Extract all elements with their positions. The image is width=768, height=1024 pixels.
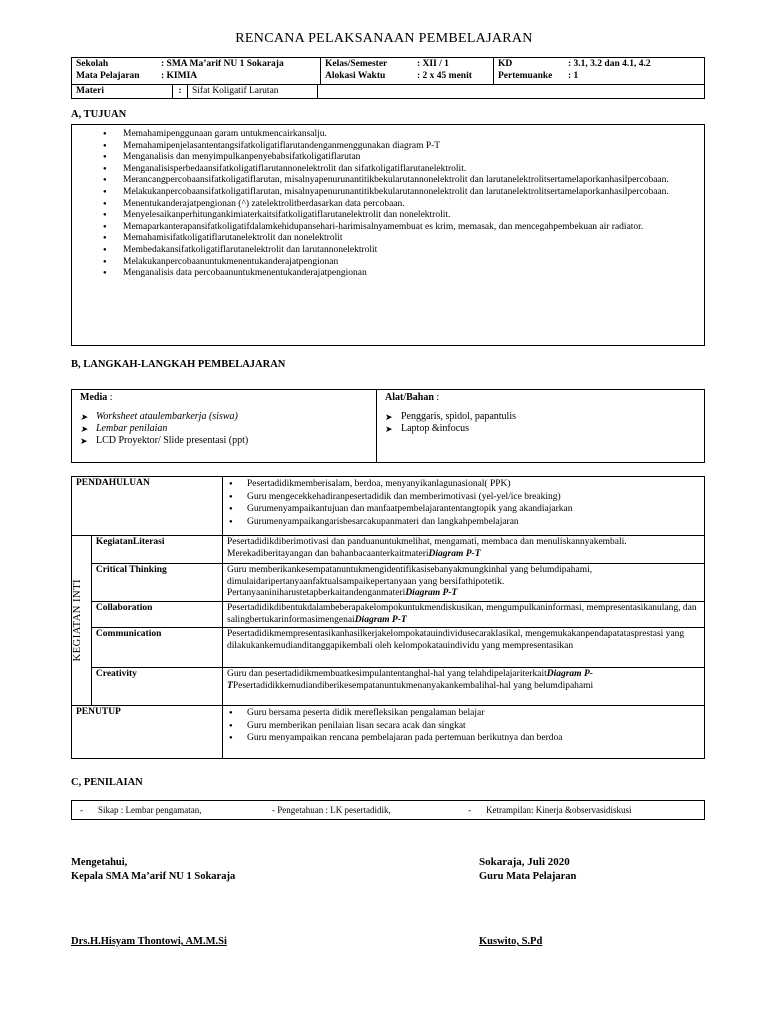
inti-name-0: KegiatanLiterasi (91, 536, 222, 564)
goal-item: ● Menganalisis dan menyimpulkanpenyebabsifatkoligatiflarutan (72, 152, 704, 164)
penutup-row (72, 706, 705, 759)
activities-table (71, 476, 705, 759)
section-c-heading: C, PENILAIAN (71, 777, 143, 788)
page-title: RENCANA PELAKSANAAN PEMBELAJARAN (235, 31, 533, 46)
inti-text-2 (223, 602, 705, 628)
penutup-list (225, 707, 702, 745)
kepala-title: Kepala SMA Ma’arif NU 1 Sokaraja (71, 871, 236, 882)
media-title: Media (80, 392, 108, 403)
materi-separator: : (173, 85, 188, 98)
penilaian-ketrampilan: Ketrampilan: Kinerja &observasidiskusi (486, 805, 632, 815)
class-cell (321, 58, 494, 85)
alat-list (385, 411, 696, 435)
penutup-item: ● Guru menyampaikan rencana pembelajaran pada pertemuan berikutnya dan berdoa (225, 732, 702, 745)
media-panel: Media : ➤ Worksheet ataulembarkerja (siswa) ➤ Lembar penilaian ➤ LCD Proyektor/ Slide presentasi (ppt) (72, 390, 377, 462)
kelas-label: Kelas/Semester (325, 59, 388, 69)
pertemuan-label: Pertemuanke (498, 71, 553, 81)
materi-row (72, 85, 705, 99)
inti-text-1 (223, 564, 705, 602)
penilaian-box (71, 800, 705, 820)
inti-name-1: Critical Thinking (91, 564, 222, 602)
goal-item: ● Menganalisis data percobaanuntukmenentukanderajatpengionan (72, 268, 704, 280)
materi-value: Sifat Koligatif Larutan (188, 85, 318, 98)
media-box (71, 389, 705, 463)
inti-text-4-body: Guru dan pesertadidikmembuatkesimpulantentanghal-hal yang telahdipelajariterkait (227, 669, 547, 679)
penilaian-pengetahuan: - Pengetahuan : LK pesertadidik, (272, 805, 391, 815)
goal-item: ● Memaparkanterapansifatkoligatifdalamkehidupansehari-harimisalnyamembuat es krim, memasak, dan mencegahpembekuan air radiator. (72, 222, 704, 234)
media-list (80, 411, 368, 447)
media-item: ➤ Worksheet ataulembarkerja (siswa) (80, 411, 368, 423)
inti-text-4-body2: Pesertadidikkemudiandiberikesempatanuntukmenanyakankembalihal-hal yang belumdipahami (232, 680, 594, 691)
goal-item: ● Menyelesaikanperhitungankimiaterkaitsifatkoligatiflarutanelektrolit dan nonelektrolit. (72, 210, 704, 222)
kd-label: KD (498, 59, 513, 69)
mengetahui-text: Mengetahui, (71, 857, 128, 868)
inti-em-4: Diagram P-T (227, 669, 593, 691)
inti-row-0 (72, 536, 705, 564)
goal-item: ● Merancangpercobaansifatkoligatiflarutan, misalnyapenurunantitikbekularutannonelektrolit dan larutanelektrolitsertamelaporkanhasilpercobaan. (72, 175, 704, 187)
pertemuan-value: : 1 (568, 71, 579, 81)
inti-text-0-body: Pesertadidikdiberimotivasi dan panduanuntukmelihat, mengamati, membaca dan menuliskannyakembali. Merekadiberitayangan dan bahanbacaanterkaitmateri (227, 537, 627, 559)
alat-title: Alat/Bahan (385, 392, 434, 403)
inti-row-4 (72, 668, 705, 706)
goal-item: ● Memahamipenjelasantentangsifatkoligatiflarutandenganmenggunakan diagram P-T (72, 141, 704, 153)
identity-table (71, 57, 705, 99)
pendahuluan-item: ● Guru mengecekkehadiranpesertadidik dan memberimotivasi (yel-yel/ice breaking) (225, 491, 702, 504)
penutup-item: ● Guru bersama peserta didik merefleksikan pengalaman belajar (225, 707, 702, 720)
goals-box (71, 124, 705, 346)
inti-row-2 (72, 602, 705, 628)
section-b-heading: B, LANGKAH-LANGKAH PEMBELAJARAN (71, 359, 286, 370)
kd-value: : 3.1, 3.2 dan 4.1, 4.2 (568, 59, 651, 69)
pendahuluan-item: ● Gurumenyampaikangarisbesarcakupanmateri dan langkahpembelajaran (225, 516, 702, 529)
pendahuluan-content (223, 477, 705, 536)
goals-list (72, 129, 704, 280)
pendahuluan-item: ● Gurumenyampaikantujuan dan manfaatpembelajarantentangtopik yang akandiajarkan (225, 503, 702, 516)
media-item: ➤ Lembar penilaian (80, 423, 368, 435)
inti-em-1: Diagram P-T (405, 588, 458, 598)
goal-item: ● Menentukanderajatpengionan (^) zatelektrolitberdasarkan data percobaan. (72, 199, 704, 211)
goal-item: ● Menganalisisperbedaansifatkoligatiflarutannonelektrolit dan sifatkoligatiflarutanelektrolit. (72, 164, 704, 176)
pendahuluan-row (72, 477, 705, 536)
goal-item: ● Melakukanpercobaansifatkoligatiflarutan, misalnyapenurunantitikbekularutannonelektrolit dan larutanelektrolitsertamelaporkanhasilpercobaan. (72, 187, 704, 199)
inti-text-1-body: Guru memberikankesempatanuntukmengidentifikasisebanyakmungkinhal yang belumdipahami, dimulaidaripertanyaanfaktualsampaikepertanyaan yang bersifathipotetik. Pertanyaaniniharustetapberkaitandenganmateri (227, 565, 593, 598)
pendahuluan-item: ● Pesertadidikmemberisalam, berdoa, menyanyikanlagunasional( PPK) (225, 478, 702, 491)
inti-name-4: Creativity (91, 668, 222, 706)
kegiatan-inti-label: KEGIATAN INTI (72, 579, 83, 662)
pendahuluan-label: PENDAHULUAN (72, 477, 223, 536)
kd-cell (494, 58, 705, 85)
inti-em-0: Diagram P-T (428, 548, 481, 559)
mapel-value: : KIMIA (161, 71, 198, 81)
penilaian-sikap: Sikap : Lembar pengamatan, (98, 805, 202, 815)
inti-em-2: Diagram P-T (354, 614, 407, 625)
sekolah-label: Sekolah (76, 59, 109, 69)
inti-name-2: Collaboration (91, 602, 222, 628)
goal-item: ● Memahamisifatkoligatiflarutanelektrolit dan nonelektrolit (72, 233, 704, 245)
inti-name-3: Communication (91, 628, 222, 668)
alat-item: ➤ Penggaris, spidol, papantulis (385, 411, 696, 423)
kelas-value: : XII / 1 (417, 59, 449, 69)
sekolah-value: : SMA Ma’arif NU 1 Sokaraja (161, 59, 284, 69)
penilaian-dash-3: - (468, 805, 471, 815)
alokasi-label: Alokasi Waktu (325, 71, 386, 81)
goal-item: ● Memahamipenggunaan garam untukmencairkansalju. (72, 129, 704, 141)
mapel-label: Mata Pelajaran (76, 71, 140, 81)
kegiatan-inti-cell (72, 536, 92, 706)
inti-row-1 (72, 564, 705, 602)
goal-item: ● Melakukanpercobaanuntukmenentukanderajatpengionan (72, 257, 704, 269)
inti-row-3 (72, 628, 705, 668)
inti-text-4 (223, 668, 705, 706)
inti-text-3-body: Pesertadidikmempresentasikanhasilkerjakelompokatauindividusecaraklasikal, mengemukakanpendapatatasprestasi yang dilakukankemudianditanggapikembali oleh kelompokatauindividu yang mempresentasikan (227, 629, 685, 651)
inti-text-3 (223, 628, 705, 668)
goal-item: ● Membedakansifatkoligatiflarutanelektrolit dan larutannonelektrolit (72, 245, 704, 257)
penilaian-dash-1: - (80, 805, 83, 815)
penutup-label: PENUTUP (72, 706, 223, 759)
pendahuluan-list (225, 478, 702, 528)
media-item: ➤ LCD Proyektor/ Slide presentasi (ppt) (80, 435, 368, 447)
inti-text-2-body: Pesertadidikdibentukdalambeberapakelompokuntukmendiskusikan, mengumpulkaninformasi, mempresentasikanulang, dan salingbertukarinformasimengenai (227, 603, 697, 625)
penutup-item: ● Guru memberikan penilaian lisan secara acak dan singkat (225, 720, 702, 733)
materi-label: Materi (72, 85, 173, 98)
penutup-content (223, 706, 705, 759)
alat-item: ➤ Laptop &infocus (385, 423, 696, 435)
alat-panel: Alat/Bahan : ➤ Penggaris, spidol, papantulis ➤ Laptop &infocus (377, 390, 704, 462)
place-date: Sokaraja, Juli 2020 (479, 856, 570, 868)
guru-name: Kuswito, S.Pd (479, 936, 543, 947)
school-cell (72, 58, 321, 85)
guru-title: Guru Mata Pelajaran (479, 871, 577, 882)
section-a-heading: A, TUJUAN (71, 109, 127, 120)
kepala-name: Drs.H.Hisyam Thontowi, AM.M.Si (71, 936, 227, 947)
inti-text-0 (223, 536, 705, 564)
alokasi-value: : 2 x 45 menit (417, 71, 472, 81)
